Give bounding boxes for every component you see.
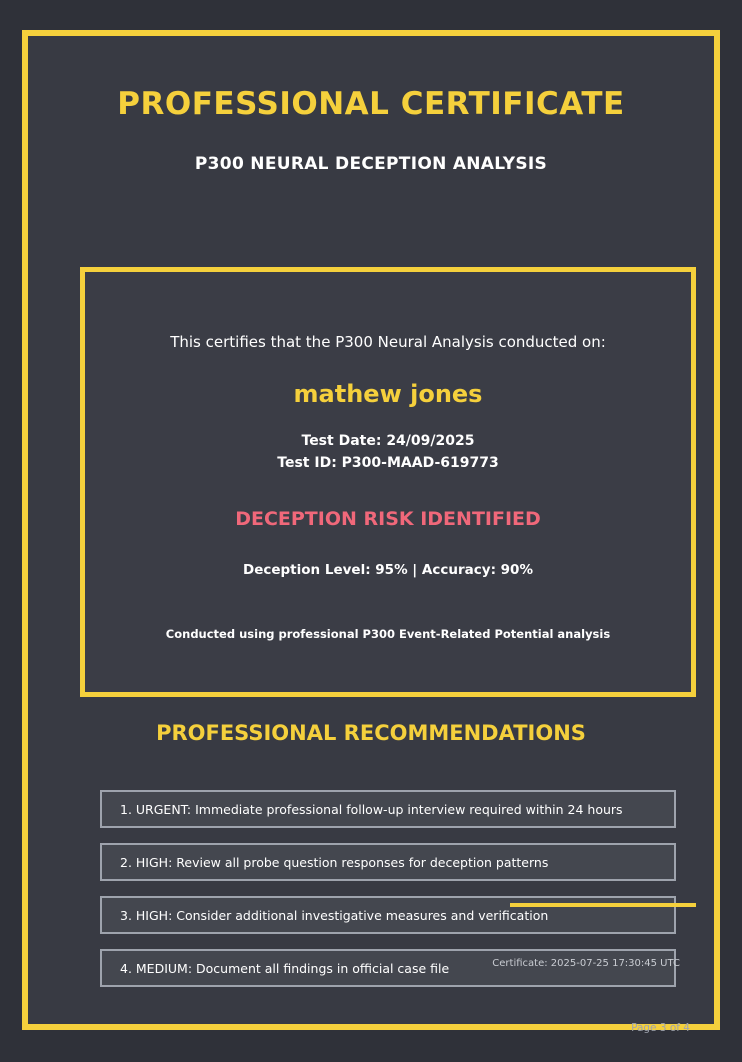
certificate-outer-frame (22, 30, 720, 1034)
page-subtitle: P300 NEURAL DECEPTION ANALYSIS (194, 154, 548, 174)
accent-divider (510, 903, 696, 907)
subject-name: mathew jones (293, 380, 483, 408)
list-item: 2. HIGH: Review all probe question responses for deception patterns (100, 843, 676, 881)
certifies-text: This certifies that the P300 Neural Analysis conducted on: (170, 333, 606, 351)
page-number: Page 3 of 4 (631, 1022, 690, 1034)
certificate-stamp: Certificate: 2025-07-25 17:30:45 UTC (492, 958, 680, 969)
method-note: Conducted using professional P300 Event-Related Potential analysis (165, 627, 611, 641)
list-item: 3. HIGH: Consider additional investigative measures and verification (100, 896, 676, 934)
test-date: Test Date: 24/09/2025 (301, 433, 475, 449)
certificate-content (40, 48, 702, 1034)
page-title: PROFESSIONAL CERTIFICATE (117, 86, 625, 122)
recommendations-list (100, 790, 676, 1002)
recommendations-heading: PROFESSIONAL RECOMMENDATIONS (156, 721, 586, 745)
list-item: 4. MEDIUM: Document all findings in official case file (100, 949, 676, 987)
certificate-detail-box (80, 267, 696, 697)
test-id: Test ID: P300-MAAD-619773 (277, 455, 499, 471)
deception-levels: Deception Level: 95% | Accuracy: 90% (243, 562, 533, 578)
list-item: 1. URGENT: Immediate professional follow-up interview required within 24 hours (100, 790, 676, 828)
risk-statement: DECEPTION RISK IDENTIFIED (235, 508, 541, 530)
